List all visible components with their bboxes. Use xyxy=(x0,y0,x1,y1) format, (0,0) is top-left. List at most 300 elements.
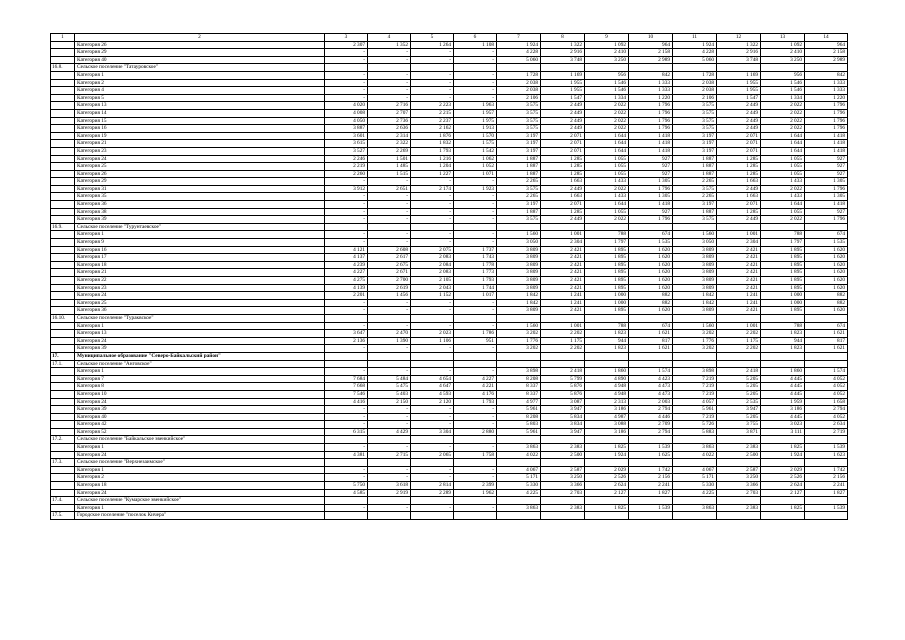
row-number-cell xyxy=(51,284,75,292)
tariff-table xyxy=(50,33,848,520)
value-cell: 1 001 xyxy=(541,322,585,330)
value-cell: 1 744 xyxy=(454,284,497,292)
value-cell: 4 228 xyxy=(673,49,717,57)
value-cell: 2 106 xyxy=(497,94,541,102)
value-cell: 2 715 xyxy=(368,451,411,459)
value-cell: 1 055 xyxy=(585,163,629,171)
table-row xyxy=(51,140,848,148)
value-cell: 1 456 xyxy=(368,292,411,300)
value-cell xyxy=(325,512,368,520)
value-cell: 3 250 xyxy=(585,56,629,64)
value-cell: 1 418 xyxy=(805,132,848,140)
value-cell: 3 947 xyxy=(717,406,761,414)
category-name-cell: Категория 18 xyxy=(75,261,325,269)
value-cell: 1 322 xyxy=(541,41,585,49)
value-cell: 1 001 xyxy=(717,231,761,239)
value-cell: 882 xyxy=(805,292,848,300)
value-cell: 5 171 xyxy=(673,474,717,482)
value-cell: 1 644 xyxy=(585,140,629,148)
value-cell: 3 809 xyxy=(497,269,541,277)
value-cell: 4 022 xyxy=(497,451,541,459)
table-row xyxy=(51,383,848,391)
value-cell: - xyxy=(325,231,368,239)
value-cell: 4 225 xyxy=(497,489,541,497)
value-cell: 3 197 xyxy=(673,147,717,155)
value-cell: 1 535 xyxy=(629,239,673,247)
value-cell: 3 202 xyxy=(497,345,541,353)
table-row xyxy=(51,406,848,414)
value-cell: 3 947 xyxy=(541,406,585,414)
table-row xyxy=(51,41,848,49)
value-cell xyxy=(629,459,673,467)
row-number-cell xyxy=(51,147,75,155)
value-cell: 1 895 xyxy=(585,269,629,277)
value-cell: 2 022 xyxy=(585,185,629,193)
value-cell: 5 060 xyxy=(673,56,717,64)
value-cell: 1 169 xyxy=(717,71,761,79)
value-cell: 2 449 xyxy=(717,216,761,224)
value-cell: 817 xyxy=(805,337,848,345)
value-cell xyxy=(673,360,717,368)
category-name-cell: Категория 25 xyxy=(75,299,325,307)
value-cell: 2 671 xyxy=(368,269,411,277)
value-cell: 4 423 xyxy=(629,375,673,383)
section-row xyxy=(51,436,848,444)
value-cell: - xyxy=(411,231,454,239)
value-cell: 3 615 xyxy=(325,140,368,148)
value-cell: 3 050 xyxy=(673,239,717,247)
value-cell: 1 728 xyxy=(673,71,717,79)
value-cell: 2 651 xyxy=(368,185,411,193)
value-cell: 3 575 xyxy=(497,216,541,224)
value-cell: 1 418 xyxy=(805,147,848,155)
value-cell: 2 916 xyxy=(717,49,761,57)
value-cell: 1 000 xyxy=(761,299,805,307)
header-cell: 9 xyxy=(585,34,629,42)
row-number-cell xyxy=(51,41,75,49)
value-cell xyxy=(761,360,805,368)
category-name-cell: Категория 24 xyxy=(75,292,325,300)
row-number-cell xyxy=(51,398,75,406)
value-cell xyxy=(717,223,761,231)
value-cell: 1 055 xyxy=(585,155,629,163)
header-cell: 4 xyxy=(368,34,411,42)
value-cell: 1 334 xyxy=(761,94,805,102)
category-name-cell: Категория 31 xyxy=(75,185,325,193)
table-row xyxy=(51,185,848,193)
value-cell: 2 043 xyxy=(411,284,454,292)
row-number-cell xyxy=(51,269,75,277)
value-cell: 2 174 xyxy=(411,185,454,193)
value-cell: 951 xyxy=(454,337,497,345)
value-cell: - xyxy=(454,444,497,452)
value-cell: - xyxy=(325,307,368,315)
table-row xyxy=(51,322,848,330)
value-cell: - xyxy=(411,94,454,102)
value-cell: 2 083 xyxy=(411,254,454,262)
value-cell: - xyxy=(411,49,454,57)
value-cell: - xyxy=(454,239,497,247)
value-cell: 842 xyxy=(805,71,848,79)
value-cell: 1 742 xyxy=(805,466,848,474)
row-number-cell xyxy=(51,489,75,497)
category-name-cell: Категория 21 xyxy=(75,140,325,148)
value-cell: 3 947 xyxy=(541,428,585,436)
value-cell: 3 186 xyxy=(585,406,629,414)
value-cell: 2 624 xyxy=(585,482,629,490)
value-cell xyxy=(368,352,411,360)
value-cell: - xyxy=(325,208,368,216)
value-cell xyxy=(673,314,717,322)
value-cell: 2 421 xyxy=(541,307,585,315)
value-cell: 4 050 xyxy=(325,117,368,125)
category-name-cell: Категория 1 xyxy=(75,231,325,239)
value-cell: 1 216 xyxy=(411,155,454,163)
value-cell: 3 575 xyxy=(497,117,541,125)
value-cell: 1 923 xyxy=(454,185,497,193)
value-cell: - xyxy=(368,345,411,353)
value-cell: 4 977 xyxy=(497,398,541,406)
category-name-cell: Категория 26 xyxy=(75,41,325,49)
value-cell xyxy=(497,352,541,360)
value-cell xyxy=(454,352,497,360)
value-cell: 4 067 xyxy=(673,466,717,474)
value-cell: - xyxy=(325,79,368,87)
value-cell: 1 955 xyxy=(541,79,585,87)
value-cell: - xyxy=(411,79,454,87)
value-cell: 5 834 xyxy=(541,413,585,421)
value-cell: 2 449 xyxy=(717,109,761,117)
value-cell: - xyxy=(325,87,368,95)
value-cell: 1 793 xyxy=(454,277,497,285)
value-cell: - xyxy=(368,406,411,414)
value-cell: 5 876 xyxy=(541,390,585,398)
value-cell: 1 827 xyxy=(805,489,848,497)
value-cell: - xyxy=(325,56,368,64)
value-cell: 2 289 xyxy=(411,489,454,497)
value-cell: 5 750 xyxy=(325,482,368,490)
value-cell: 1 887 xyxy=(497,163,541,171)
table-row xyxy=(51,345,848,353)
value-cell: 2 265 xyxy=(673,178,717,186)
value-cell: - xyxy=(325,178,368,186)
value-cell: 1 620 xyxy=(805,307,848,315)
section-row xyxy=(51,314,848,322)
value-cell: 2 071 xyxy=(541,201,585,209)
value-cell: 4 585 xyxy=(325,489,368,497)
value-cell: 1 620 xyxy=(805,246,848,254)
value-cell: 1 169 xyxy=(541,71,585,79)
value-cell xyxy=(454,314,497,322)
category-name-cell: Категория 18 xyxy=(75,482,325,490)
value-cell: 1 776 xyxy=(497,337,541,345)
value-cell: 5 330 xyxy=(673,482,717,490)
value-cell: 1 620 xyxy=(629,307,673,315)
value-cell: 5 961 xyxy=(497,428,541,436)
category-name-cell: Категория 25 xyxy=(75,163,325,171)
category-name-cell: Категория 24 xyxy=(75,337,325,345)
value-cell xyxy=(673,223,717,231)
category-name-cell: Категория 24 xyxy=(75,489,325,497)
value-cell: 3 809 xyxy=(497,284,541,292)
value-cell: 2 634 xyxy=(805,421,848,429)
value-cell: 8 337 xyxy=(497,383,541,391)
value-cell xyxy=(368,436,411,444)
value-cell: 1 823 xyxy=(761,345,805,353)
row-number-cell xyxy=(51,155,75,163)
value-cell: 1 644 xyxy=(585,147,629,155)
value-cell xyxy=(805,64,848,72)
category-name-cell: Категория 35 xyxy=(75,193,325,201)
row-number-cell: 17.4. xyxy=(51,497,75,505)
value-cell: 3 197 xyxy=(673,140,717,148)
category-name-cell: Категория 1 xyxy=(75,368,325,376)
value-cell: 1 241 xyxy=(717,299,761,307)
value-cell xyxy=(454,64,497,72)
value-cell: - xyxy=(454,421,497,429)
value-cell: 2 587 xyxy=(717,466,761,474)
value-cell: 1 773 xyxy=(454,269,497,277)
category-name-cell: Категория 29 xyxy=(75,178,325,186)
value-cell: 1 895 xyxy=(585,254,629,262)
category-name-cell: Категория 36 xyxy=(75,201,325,209)
section-name-cell: Сельское поселение "Анговское" xyxy=(75,360,325,368)
value-cell: 2 304 xyxy=(717,239,761,247)
value-cell xyxy=(629,436,673,444)
value-cell: 1 963 xyxy=(454,102,497,110)
header-cell: 3 xyxy=(325,34,368,42)
value-cell: 2 421 xyxy=(717,261,761,269)
value-cell: 3 809 xyxy=(673,277,717,285)
value-cell: 5 484 xyxy=(368,375,411,383)
section-name-cell: Сельское поселение "Байкальское эвенкийское" xyxy=(75,436,325,444)
value-cell xyxy=(325,352,368,360)
value-cell: 1 796 xyxy=(805,117,848,125)
value-cell: 1 796 xyxy=(629,117,673,125)
value-cell: 4 445 xyxy=(761,383,805,391)
table-row xyxy=(51,428,848,436)
value-cell: 3 197 xyxy=(497,140,541,148)
value-cell: 2 201 xyxy=(325,292,368,300)
value-cell: 7 219 xyxy=(673,413,717,421)
value-cell: 2 022 xyxy=(585,117,629,125)
value-cell: 2 071 xyxy=(717,140,761,148)
value-cell xyxy=(717,352,761,360)
value-cell: - xyxy=(454,87,497,95)
value-cell: 4 057 xyxy=(673,398,717,406)
value-cell: 4 139 xyxy=(325,284,368,292)
row-number-cell xyxy=(51,71,75,79)
value-cell: 2 449 xyxy=(541,216,585,224)
value-cell: 2 449 xyxy=(541,125,585,133)
value-cell: 2 624 xyxy=(761,482,805,490)
value-cell: - xyxy=(454,413,497,421)
value-cell: 1 924 xyxy=(673,41,717,49)
table-row xyxy=(51,178,848,186)
value-cell xyxy=(673,459,717,467)
table-row xyxy=(51,413,848,421)
value-cell: 4 022 xyxy=(673,451,717,459)
value-cell: 1 644 xyxy=(761,201,805,209)
value-cell: 3 186 xyxy=(761,406,805,414)
value-cell: 2 084 xyxy=(411,261,454,269)
value-cell: 1 621 xyxy=(805,345,848,353)
value-cell: 1 055 xyxy=(585,170,629,178)
value-cell: 2 608 xyxy=(368,246,411,254)
value-cell: - xyxy=(325,474,368,482)
value-cell: 1 796 xyxy=(629,109,673,117)
value-cell: 3 250 xyxy=(541,474,585,482)
value-cell: 2 105 xyxy=(411,277,454,285)
value-cell: 3 087 xyxy=(541,398,585,406)
row-number-cell xyxy=(51,330,75,338)
value-cell xyxy=(805,223,848,231)
value-cell: 2 223 xyxy=(411,102,454,110)
header-cell: 5 xyxy=(411,34,454,42)
value-cell: 2 136 xyxy=(325,337,368,345)
section-name-cell: Городское поселение "поселок Кичера" xyxy=(75,512,325,520)
value-cell: 4 429 xyxy=(368,428,411,436)
value-cell: 1 975 xyxy=(454,117,497,125)
value-cell xyxy=(411,459,454,467)
value-cell: 4 473 xyxy=(629,390,673,398)
table-row xyxy=(51,375,848,383)
value-cell xyxy=(541,360,585,368)
value-cell: - xyxy=(454,193,497,201)
value-cell: 3 887 xyxy=(325,125,368,133)
value-cell: 2 421 xyxy=(541,246,585,254)
value-cell: - xyxy=(411,239,454,247)
value-cell: 2 449 xyxy=(541,109,585,117)
value-cell: 3 809 xyxy=(497,307,541,315)
value-cell: 1 334 xyxy=(585,94,629,102)
value-cell: 4 593 xyxy=(411,390,454,398)
value-cell: 3 575 xyxy=(497,185,541,193)
value-cell: 1 390 xyxy=(368,337,411,345)
value-cell: 1 793 xyxy=(411,147,454,155)
value-cell: 1 825 xyxy=(761,504,805,512)
section-row xyxy=(51,360,848,368)
value-cell: 2 989 xyxy=(805,56,848,64)
row-number-cell xyxy=(51,56,75,64)
value-cell: 2 470 xyxy=(368,330,411,338)
value-cell: 1 418 xyxy=(805,201,848,209)
value-cell: - xyxy=(368,299,411,307)
value-cell: 2 038 xyxy=(497,79,541,87)
value-cell: - xyxy=(325,406,368,414)
value-cell: 882 xyxy=(629,292,673,300)
value-cell: - xyxy=(411,444,454,452)
value-cell: - xyxy=(368,421,411,429)
value-cell: 4 473 xyxy=(629,383,673,391)
value-cell: - xyxy=(325,299,368,307)
value-cell: 2 421 xyxy=(541,254,585,262)
value-cell: 5 205 xyxy=(717,390,761,398)
value-cell: 2 071 xyxy=(541,132,585,140)
value-cell: 1 825 xyxy=(585,444,629,452)
category-name-cell: Категория 4 xyxy=(75,87,325,95)
value-cell: 2 202 xyxy=(717,330,761,338)
section-row xyxy=(51,459,848,467)
value-cell xyxy=(805,352,848,360)
value-cell: 956 xyxy=(761,71,805,79)
value-cell: 1 560 xyxy=(497,322,541,330)
value-cell: - xyxy=(325,239,368,247)
value-cell: 1 241 xyxy=(541,299,585,307)
category-name-cell: Категория 23 xyxy=(75,147,325,155)
value-cell: 1 333 xyxy=(805,87,848,95)
table-row xyxy=(51,71,848,79)
value-cell: 1 796 xyxy=(805,109,848,117)
table-row xyxy=(51,269,848,277)
value-cell: 1 539 xyxy=(805,444,848,452)
row-number-cell xyxy=(51,193,75,201)
value-cell: 1 546 xyxy=(761,87,805,95)
value-cell: 2 022 xyxy=(585,102,629,110)
value-cell: 1 241 xyxy=(541,292,585,300)
value-cell: - xyxy=(368,71,411,79)
value-cell: - xyxy=(411,504,454,512)
value-cell: 4 176 xyxy=(454,390,497,398)
row-number-cell xyxy=(51,117,75,125)
value-cell xyxy=(411,223,454,231)
value-cell: 2 703 xyxy=(717,489,761,497)
value-cell: 1 860 xyxy=(761,368,805,376)
value-cell xyxy=(717,512,761,520)
value-cell xyxy=(454,512,497,520)
section-name-cell: Сельское поселение "Турунтаевское" xyxy=(75,223,325,231)
value-cell: 2 636 xyxy=(368,125,411,133)
value-cell: 2 022 xyxy=(761,102,805,110)
category-name-cell: Категория 36 xyxy=(75,307,325,315)
row-number-cell xyxy=(51,140,75,148)
value-cell: 2 736 xyxy=(368,117,411,125)
table-row xyxy=(51,299,848,307)
value-cell: 927 xyxy=(629,163,673,171)
table-row xyxy=(51,398,848,406)
value-cell: 2 449 xyxy=(717,125,761,133)
value-cell: 1 620 xyxy=(805,254,848,262)
value-cell: 1 796 xyxy=(805,216,848,224)
category-name-cell: Категория 1 xyxy=(75,444,325,452)
row-number-cell xyxy=(51,109,75,117)
value-cell: 2 071 xyxy=(717,132,761,140)
table-row xyxy=(51,277,848,285)
tariff-table-sheet xyxy=(50,33,847,520)
value-cell: 1 796 xyxy=(805,102,848,110)
value-cell: 3 575 xyxy=(673,125,717,133)
table-row xyxy=(51,254,848,262)
value-cell: 2 421 xyxy=(717,284,761,292)
value-cell: 2 794 xyxy=(629,406,673,414)
value-cell xyxy=(411,352,454,360)
value-cell: 5 475 xyxy=(368,383,411,391)
value-cell: 1 621 xyxy=(805,330,848,338)
row-number-cell xyxy=(51,451,75,459)
value-cell: 3 863 xyxy=(497,444,541,452)
value-cell: 7 546 xyxy=(325,390,368,398)
value-cell xyxy=(454,223,497,231)
value-cell xyxy=(541,223,585,231)
value-cell xyxy=(805,360,848,368)
value-cell: 1 842 xyxy=(673,299,717,307)
value-cell: 2 127 xyxy=(585,489,629,497)
table-row xyxy=(51,246,848,254)
value-cell xyxy=(325,64,368,72)
value-cell xyxy=(761,223,805,231)
value-cell xyxy=(368,64,411,72)
value-cell: 4 416 xyxy=(325,398,368,406)
